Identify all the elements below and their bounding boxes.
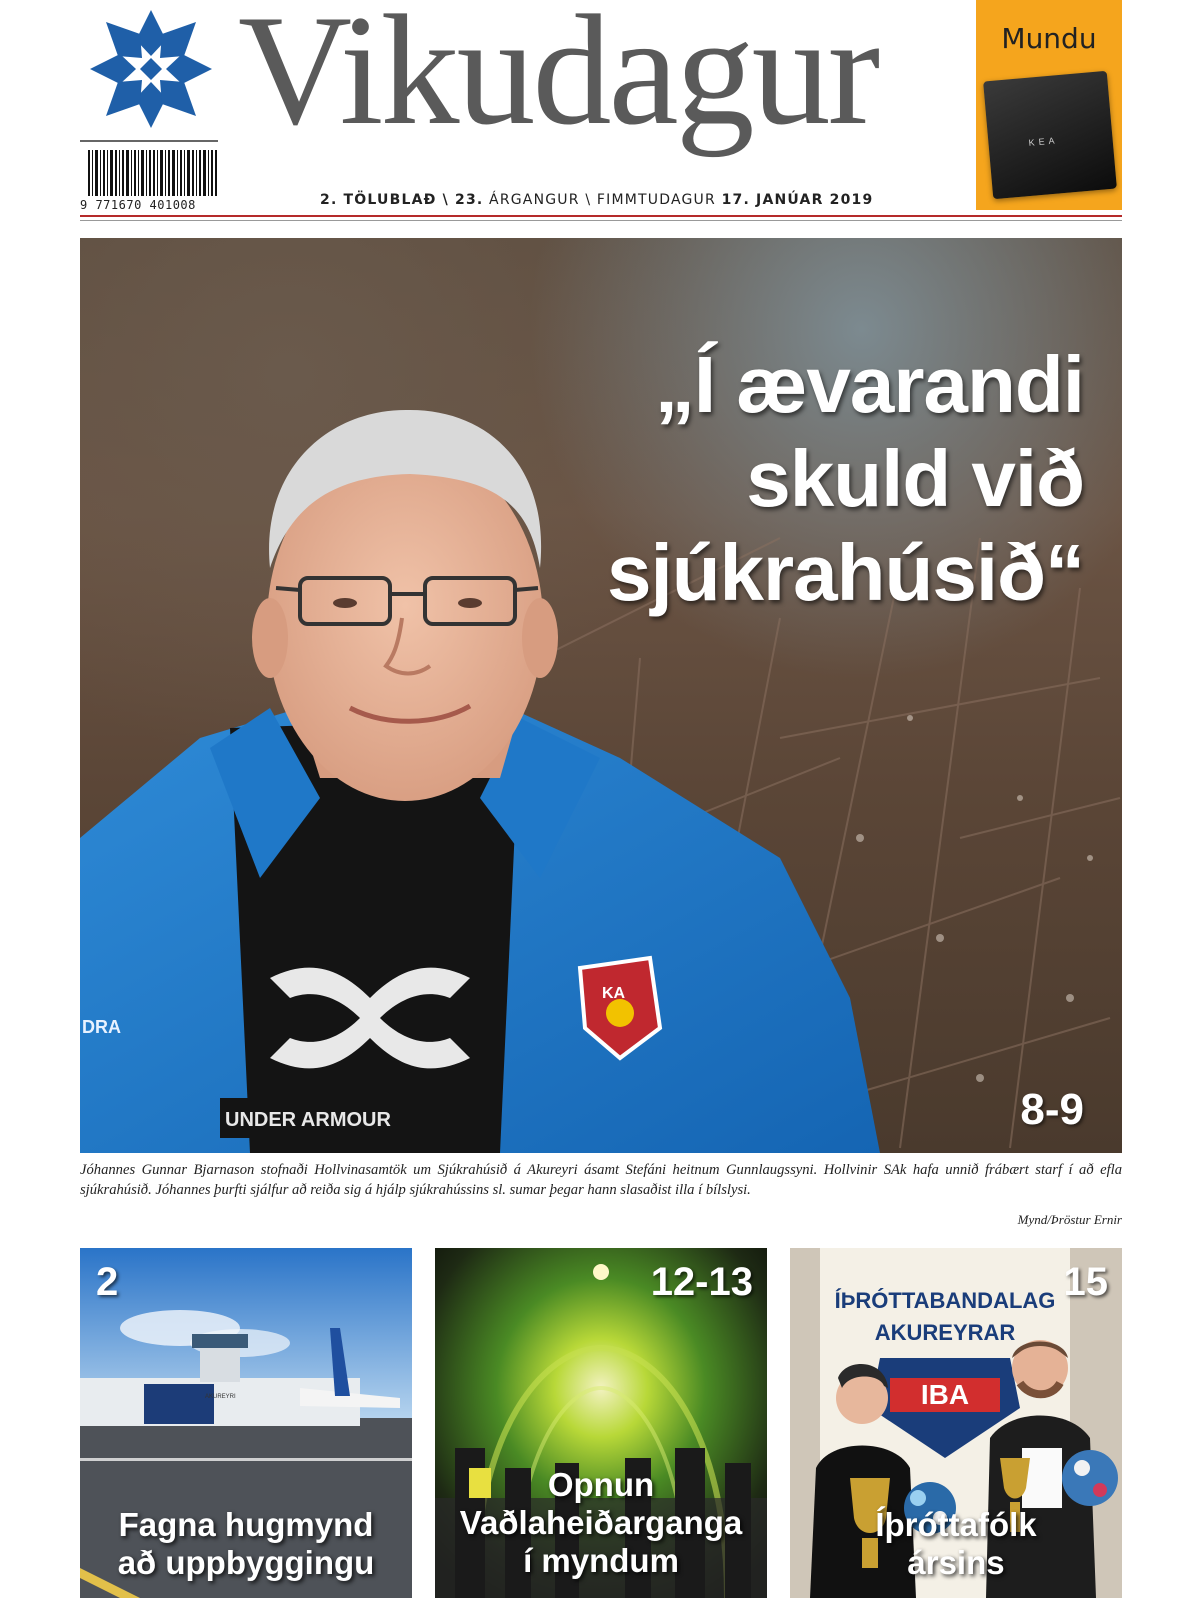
teaser-2-title-line-3: í myndum	[523, 1542, 679, 1579]
teaser-1-page: 2	[96, 1260, 119, 1304]
teaser-3-title-line-1: Íþróttafólk	[875, 1506, 1037, 1543]
logo-divider	[80, 140, 218, 142]
teaser-2-title-line-1: Opnun	[547, 1466, 655, 1503]
teaser-tunnel[interactable]	[435, 1248, 767, 1598]
teaser-athletes[interactable]	[790, 1248, 1122, 1598]
teaser-2-title	[435, 1466, 767, 1580]
issue-number: 2. TÖLUBLAÐ \	[320, 192, 455, 208]
banner-line-1: ÍÞRÓTTABANDALAG	[834, 1288, 1056, 1313]
teaser-1-title-line-2: að uppbyggingu	[117, 1544, 375, 1581]
teaser-airport[interactable]	[80, 1248, 412, 1598]
iba-logo-text: IBA	[920, 1379, 970, 1410]
issue-date: 17. JANÚAR 2019	[721, 192, 874, 208]
masthead-grey-rule	[80, 220, 1122, 221]
headline-line-1: „Í ævarandi	[654, 340, 1084, 429]
banner-line-2: AKUREYRAR	[874, 1320, 1016, 1345]
kea-advertisement[interactable]	[976, 0, 1122, 210]
teaser-2-title-line-2: Vaðlaheiðarganga	[459, 1504, 743, 1541]
teaser-3-title-line-2: ársins	[907, 1544, 1005, 1581]
masthead-red-rule	[80, 215, 1122, 217]
teaser-3-page: 15	[1063, 1260, 1108, 1304]
teaser-3-title	[790, 1506, 1122, 1582]
newspaper-title: Vikudagur	[238, 0, 878, 158]
teaser-2-page: 12-13	[650, 1260, 753, 1304]
teaser-1-title	[80, 1506, 412, 1582]
barcode	[88, 150, 218, 196]
vikudagur-star-logo	[88, 8, 214, 130]
teaser-1-title-line-1: Fagna hugmynd	[118, 1506, 374, 1543]
barcode-number: 9 771670 401008	[80, 198, 196, 212]
jacket-text: DRA	[82, 1017, 121, 1037]
volume-weekday: ÁRGANGUR \ FIMMTUDAGUR	[483, 192, 722, 208]
volume-number: 23.	[455, 192, 484, 208]
airport-sign: AKUREYRI	[205, 1394, 236, 1400]
ka-badge-text: KA	[602, 985, 626, 1002]
kea-card-image	[983, 71, 1117, 199]
shirt-brand-text: UNDER ARMOUR	[225, 1109, 391, 1131]
main-story-pages: 8-9	[1020, 1085, 1084, 1134]
photo-caption: Jóhannes Gunnar Bjarnason stofnaði Hollvinasamtök um Sjúkrahúsið á Akureyri ásamt Stefáni heitnum Gunnlaugssyni. Hollvinir SAk hafa unnið frábært starf í að efla sjúkrahúsið. Jóhannes þurfti sjálfur að reiða sig á hjálp sjúkrahússins sl. sumar þegar hann slasaðist illa í bílslysi.	[80, 1162, 1122, 1198]
headline-line-3: sjúkrahúsið“	[606, 528, 1084, 617]
kea-card-label: KEA	[1028, 135, 1059, 148]
headline-line-2: skuld við	[746, 434, 1084, 523]
main-headline[interactable]	[464, 338, 1084, 620]
issue-info	[320, 192, 873, 208]
ad-text: Mundu	[1001, 22, 1097, 55]
main-story-photo[interactable]	[80, 238, 1122, 1153]
photo-credit: Mynd/Þröstur Ernir	[1017, 1212, 1122, 1227]
